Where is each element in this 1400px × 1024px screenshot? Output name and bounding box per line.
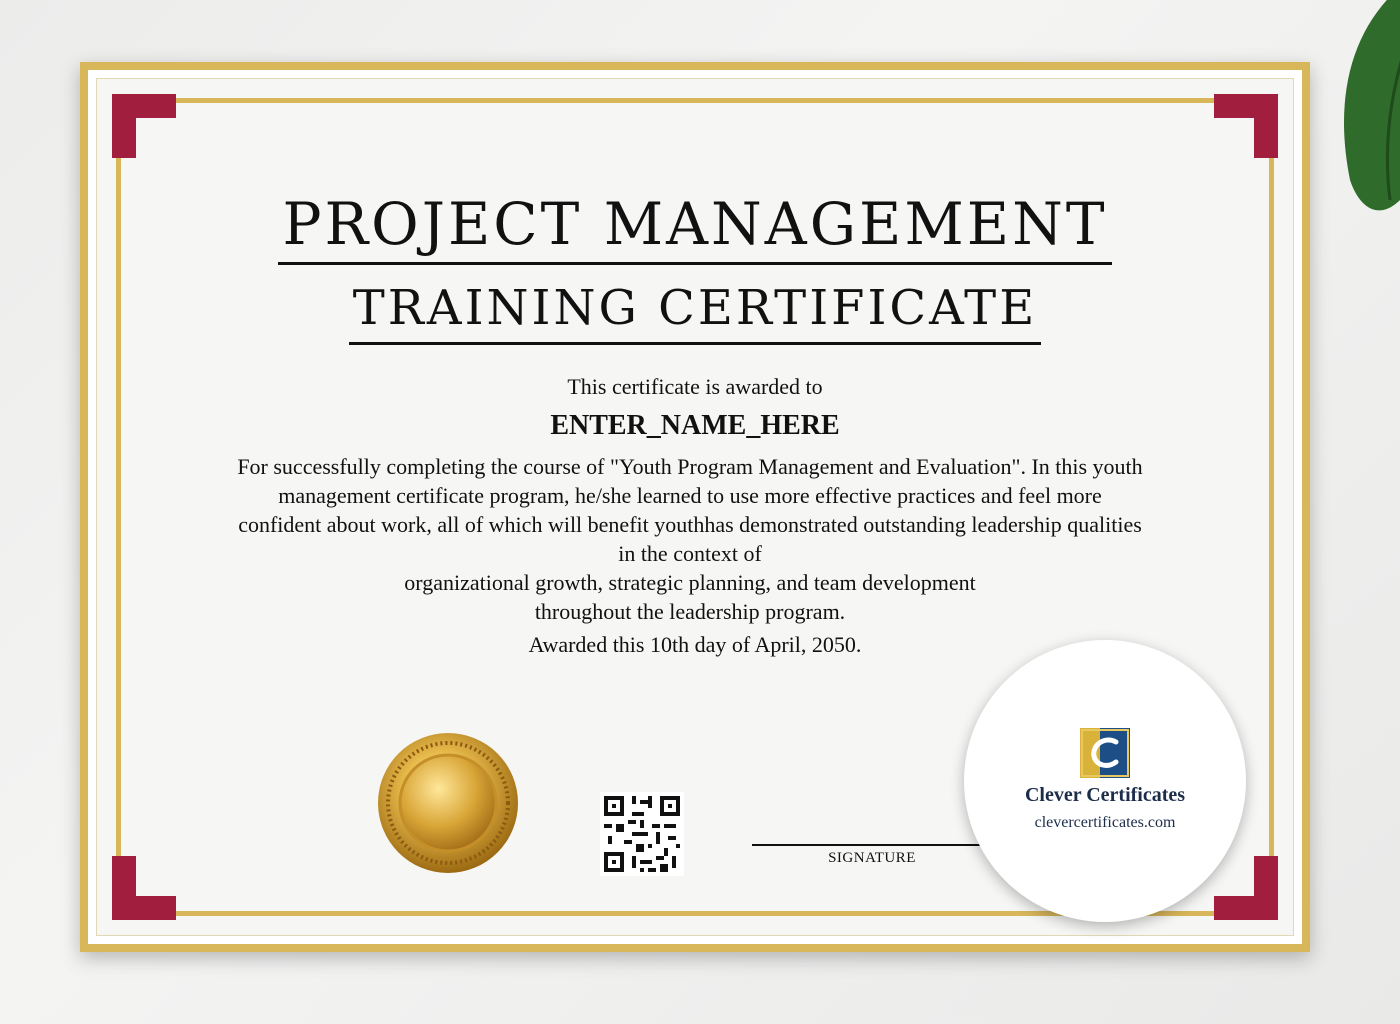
corner-ornament-top-left [112,94,176,158]
awarded-to-text: This certificate is awarded to [567,374,823,399]
body-line: management certificate program, he/she learned to use more effective practices and feel more [278,483,1102,508]
corner-ornament-bottom-right [1214,856,1278,920]
body-line: throughout the leadership program. [534,599,846,624]
gold-seal-icon [362,717,534,889]
title-line-1: PROJECT MANAGEMENT [278,190,1111,265]
qr-code-icon [600,792,684,876]
corner-ornament-top-right [1214,94,1278,158]
body-line: For successfully completing the course of "Youth Program Management and Evaluation". In this youth [237,454,1143,479]
corner-ornament-bottom-left [112,856,176,920]
certificate-subtitle [80,280,1310,336]
recipient-name: ENTER_NAME_HERE [550,410,840,441]
award-date: Awarded this 10th day of April, 2050. [528,632,862,657]
brand-badge [964,640,1246,922]
title-line-2: TRAINING CERTIFICATE [349,280,1041,345]
signature-label: SIGNATURE [828,850,916,866]
certificate-body [140,452,1240,626]
certificate-title [80,190,1310,258]
body-line: in the context of [618,541,762,566]
brand-url: clevercertificates.com [1034,814,1176,831]
body-line: confident about work, all of which will benefit youthhas demonstrated outstanding leadership qualities [238,512,1142,537]
clever-certificates-logo-icon [1080,728,1130,778]
brand-name: Clever Certificates [1024,784,1186,806]
body-line: organizational growth, strategic planning, and team development [404,570,976,595]
signature-line [752,844,992,846]
